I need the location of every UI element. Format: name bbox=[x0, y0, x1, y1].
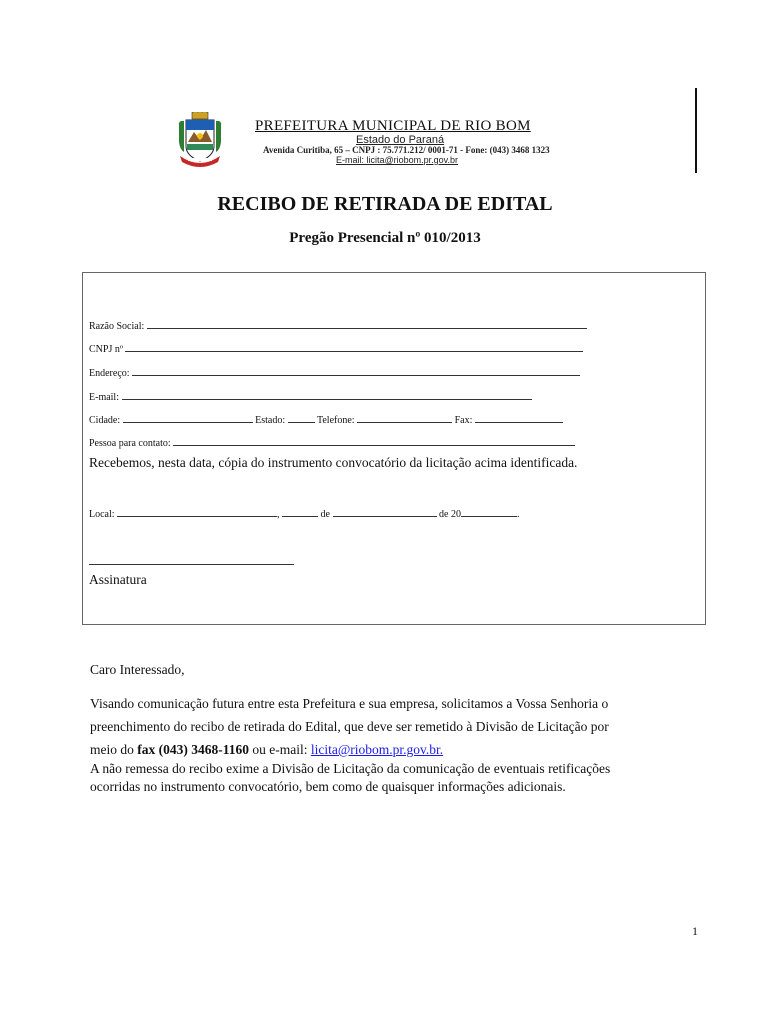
local-date-row bbox=[89, 507, 519, 520]
contato-field[interactable] bbox=[89, 436, 575, 449]
letter-line-5: ocorridas no instrumento convocatório, bem como de quaisquer informações adicionais. bbox=[90, 779, 566, 794]
letter-line-3 bbox=[90, 741, 690, 759]
letter-greeting: Caro Interessado, bbox=[90, 662, 185, 677]
letter-line-2: preenchimento do recibo de retirada do Edital, que deve ser remetido à Divisão de Licitação por bbox=[90, 719, 609, 734]
signature-label: Assinatura bbox=[89, 572, 147, 587]
razao-social-label: Razão Social: bbox=[89, 321, 145, 332]
local-line[interactable] bbox=[117, 507, 277, 517]
signature-line[interactable] bbox=[89, 564, 294, 565]
line3-prefix: meio do bbox=[90, 742, 134, 757]
document-subtitle: Pregão Presencial nº 010/2013 bbox=[289, 230, 481, 246]
endereco-label: Endereço: bbox=[89, 368, 130, 379]
letter-line-4: A não remessa do recibo exime a Divisão de Licitação da comunicação de eventuais retificações bbox=[90, 761, 611, 776]
period: . bbox=[516, 509, 520, 520]
contato-line[interactable] bbox=[173, 436, 575, 446]
estado-label: Estado: bbox=[255, 415, 286, 426]
endereco-line[interactable] bbox=[132, 366, 580, 376]
email-link[interactable]: licita@riobom.pr.gov.br. bbox=[310, 742, 444, 757]
month-line[interactable] bbox=[333, 507, 437, 517]
cnpj-label: CNPJ nº bbox=[89, 344, 123, 355]
state-name: Estado do Paraná bbox=[356, 134, 445, 146]
municipality-address: Avenida Curitiba, 65 – CNPJ : 75.771.212/ 0001-71 - Fone: (043) 3468 1323 bbox=[263, 145, 550, 155]
telefone-line[interactable] bbox=[357, 413, 452, 423]
email-label: E-mail: bbox=[89, 392, 119, 403]
municipal-coat-of-arms-icon bbox=[176, 112, 224, 170]
line3-mid: ou e-mail: bbox=[252, 742, 308, 757]
fax-line[interactable] bbox=[475, 413, 563, 423]
fax-number: fax (043) 3468-1160 bbox=[137, 742, 249, 757]
comma: , bbox=[277, 509, 280, 520]
page-number: 1 bbox=[692, 924, 698, 938]
letter-line-1: Visando comunicação futura entre esta Prefeitura e sua empresa, solicitamos a Vossa Senhoria o bbox=[90, 696, 609, 711]
cidade-line[interactable] bbox=[123, 413, 253, 423]
contato-label: Pessoa para contato: bbox=[89, 438, 171, 449]
cidade-row bbox=[89, 413, 563, 426]
year-line[interactable] bbox=[461, 507, 517, 517]
endereco-field[interactable] bbox=[89, 366, 580, 379]
fax-label: Fax: bbox=[454, 415, 473, 426]
cnpj-line[interactable] bbox=[125, 342, 583, 352]
cidade-label: Cidade: bbox=[89, 415, 121, 426]
municipality-email[interactable]: E-mail: licita@riobom.pr.gov.br bbox=[336, 155, 459, 165]
local-label: Local: bbox=[89, 509, 115, 520]
telefone-label: Telefone: bbox=[316, 415, 355, 426]
document-title: RECIBO DE RETIRADA DE EDITAL bbox=[217, 193, 553, 215]
header-vertical-rule bbox=[695, 88, 697, 173]
receipt-statement: Recebemos, nesta data, cópia do instrumento convocatório da licitação acima identificada. bbox=[89, 455, 578, 470]
razao-social-field[interactable] bbox=[89, 319, 587, 332]
email-line[interactable] bbox=[122, 390, 532, 400]
day-line[interactable] bbox=[282, 507, 318, 517]
de-label-2: de 20 bbox=[439, 509, 461, 520]
cnpj-field[interactable] bbox=[89, 342, 583, 355]
razao-social-line[interactable] bbox=[147, 319, 587, 329]
estado-line[interactable] bbox=[288, 413, 315, 423]
email-field[interactable] bbox=[89, 390, 532, 403]
de-label-1: de bbox=[320, 509, 330, 520]
municipality-title: PREFEITURA MUNICIPAL DE RIO BOM bbox=[255, 118, 531, 134]
